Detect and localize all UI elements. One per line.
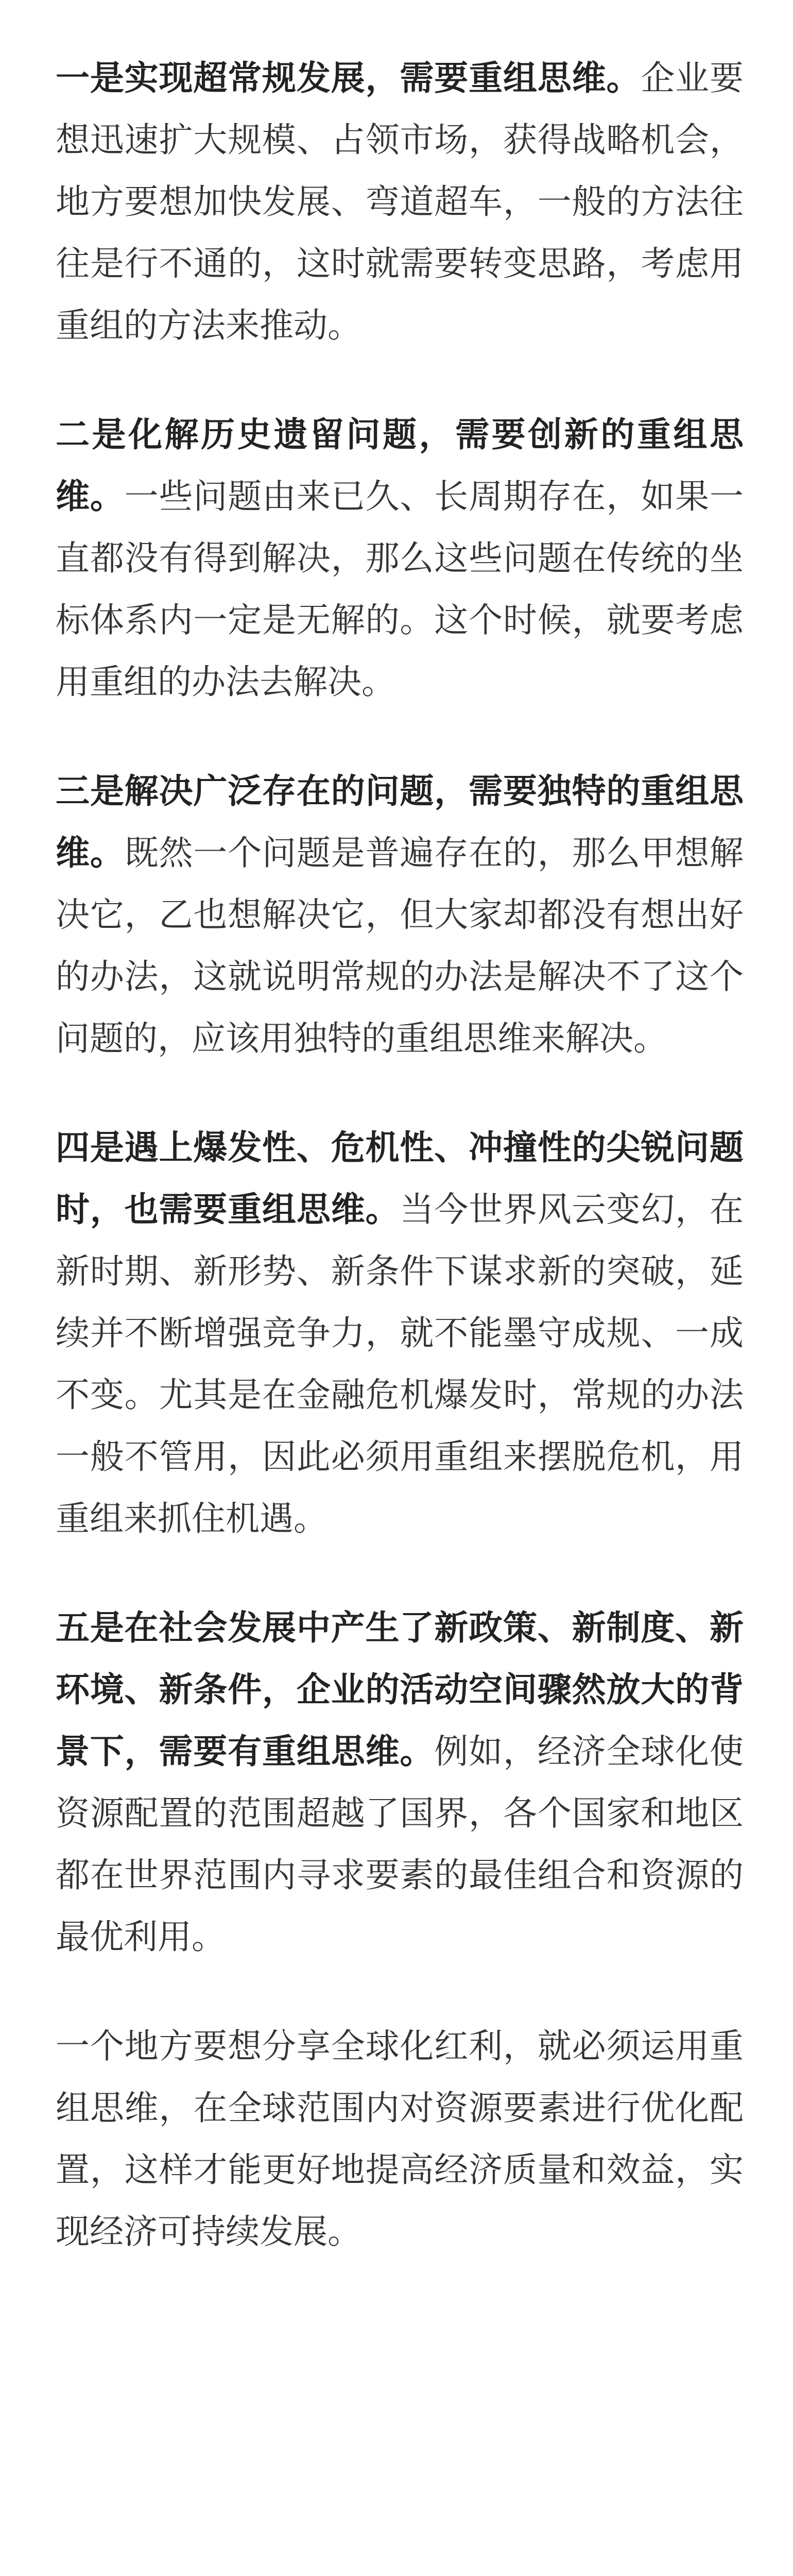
- paragraph-4: [56, 1117, 744, 1550]
- paragraph-1: [56, 47, 744, 357]
- paragraph-text: 既然一个问题是普遍存在的，那么甲想解决它，乙也想解决它，但大家却都没有想出好的办法，这就说明常规的办法是解决不了这个问题的，应该用独特的重组思维来解决。: [56, 833, 744, 1058]
- paragraph-text: 一些问题由来已久、长周期存在，如果一直都没有得到解决，那么这些问题在传统的坐标体系内一定是无解的。这个时候，就要考虑用重组的办法去解决。: [56, 477, 744, 702]
- article-body: [56, 47, 744, 2310]
- paragraph-text: 当今世界风云变幻，在新时期、新形势、新条件下谋求新的突破，延续并不断增强竞争力，就不能墨守成规、一成不变。尤其是在金融危机爆发时，常规的办法一般不管用，因此必须用重组来摆脱危机，用重组来抓住机遇。: [56, 1190, 744, 1538]
- paragraph-3: [56, 760, 744, 1070]
- paragraph-text: 一个地方要想分享全球化红利，就必须运用重组思维，在全球范围内对资源要素进行优化配置，这样才能更好地提高经济质量和效益，实现经济可持续发展。: [56, 2026, 744, 2251]
- paragraph-text: 企业要想迅速扩大规模、占领市场，获得战略机会，地方要想加快发展、弯道超车，一般的方法往往是行不通的，这时就需要转变思路，考虑用重组的方法来推动。: [56, 58, 744, 345]
- paragraph-2: [56, 404, 744, 713]
- paragraph-lead: 二是化解历史遗留问题，需要创新的重组思维。: [56, 415, 744, 516]
- paragraph-lead: 一是实现超常规发展，需要重组思维。: [56, 58, 641, 98]
- paragraph-lead: 三是解决广泛存在的问题，需要独特的重组思维。: [56, 771, 744, 873]
- paragraph-text: 例如，经济全球化使资源配置的范围超越了国界，各个国家和地区都在世界范围内寻求要素的最佳组合和资源的最优利用。: [56, 1732, 744, 1957]
- paragraph-lead: 五是在社会发展中产生了新政策、新制度、新环境、新条件，企业的活动空间骤然放大的背景下，需要有重组思维。: [56, 1608, 744, 1771]
- paragraph-5: [56, 1597, 744, 1968]
- paragraph-6: [56, 2015, 744, 2263]
- paragraph-lead: 四是遇上爆发性、危机性、冲撞性的尖锐问题时，也需要重组思维。: [56, 1128, 744, 1229]
